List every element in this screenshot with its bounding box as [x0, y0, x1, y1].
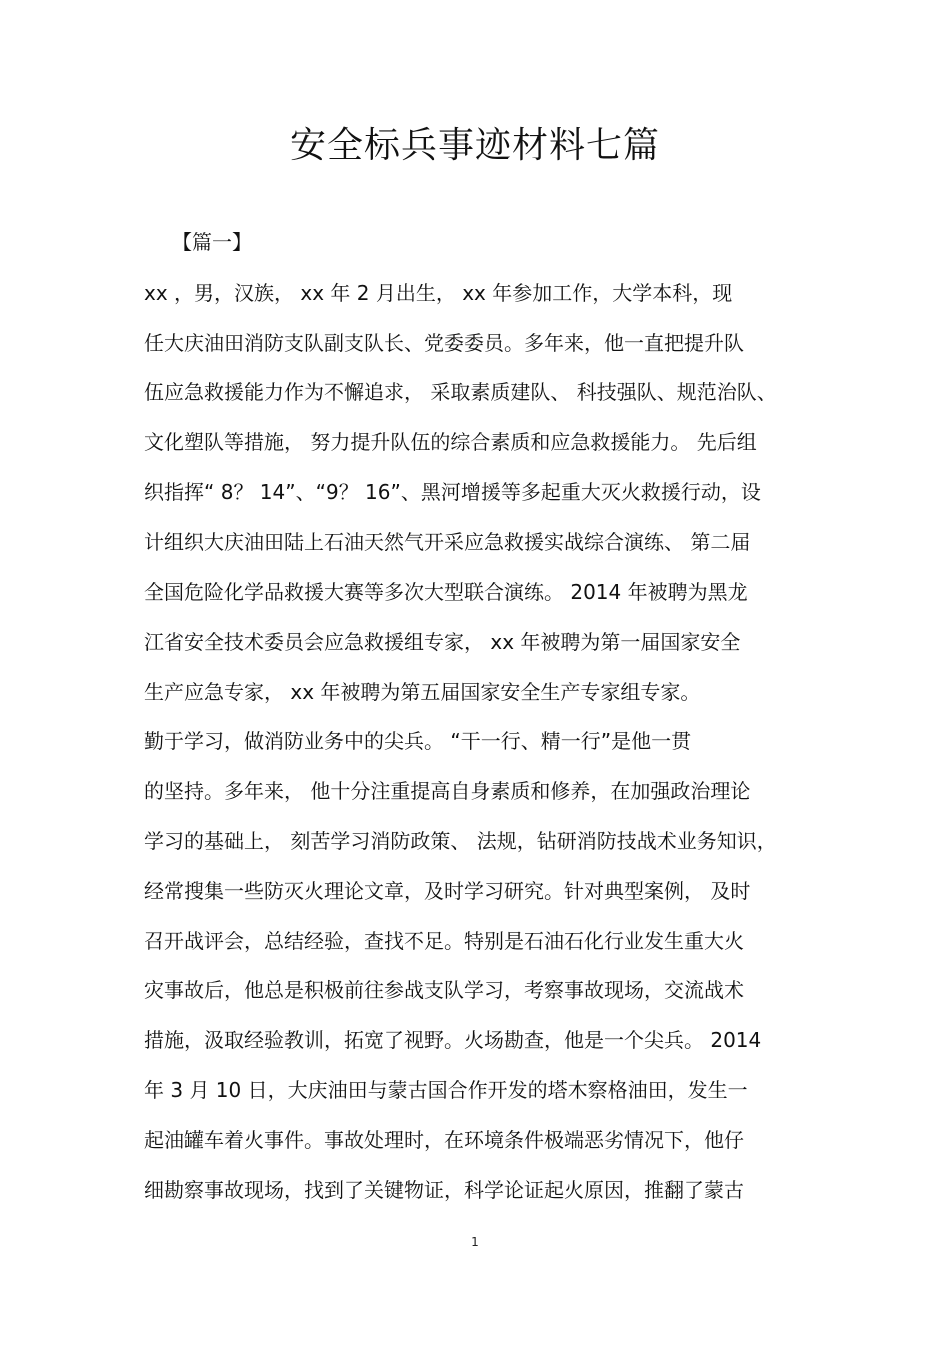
- body-line-10: 勤于学习，做消防业务中的尖兵。 “干一行、精一行”是他一贯: [144, 729, 692, 753]
- page-number: 1: [471, 1235, 479, 1249]
- body-line-14: 召开战评会，总结经验，查找不足。特别是石油石化行业发生重大火: [144, 929, 744, 953]
- body-line-6: 计组织大庆油田陆上石油天然气开采应急救援实战综合演练、 第二届: [144, 530, 751, 554]
- body-line-5: 织指挥“ 8？ 14”、“9？ 16”、黑河增援等多起重大灭火救援行动，设: [144, 480, 761, 504]
- body-line-7: 全国危险化学品救援大赛等多次大型联合演练。 2014 年被聘为黑龙: [144, 580, 748, 604]
- body-line-19: 细勘察事故现场，找到了关键物证，科学论证起火原因，推翻了蒙古: [144, 1178, 744, 1202]
- body-line-18: 起油罐车着火事件。事故处理时，在环境条件极端恶劣情况下，他仔: [144, 1128, 744, 1152]
- document-title: 安全标兵事迹材料七篇: [289, 125, 660, 166]
- body-line-1: xx ，男，汉族， xx 年 2 月出生， xx 年参加工作，大学本科，现: [144, 281, 733, 305]
- body-line-17: 年 3 月 10 日，大庆油田与蒙古国合作开发的塔木察格油田，发生一: [144, 1078, 748, 1102]
- body-line-9: 生产应急专家， xx 年被聘为第五届国家安全生产专家组专家。: [144, 680, 701, 704]
- body-line-11: 的坚持。多年来， 他十分注重提高自身素质和修养，在加强政治理论: [144, 779, 751, 803]
- body-line-13: 经常搜集一些防灭火理论文章，及时学习研究。针对典型案例， 及时: [144, 879, 751, 903]
- body-line-15: 灾事故后，他总是积极前往参战支队学习，考察事故现场，交流战术: [144, 978, 744, 1002]
- body-line-2: 任大庆油田消防支队副支队长、党委委员。多年来，他一直把提升队: [144, 331, 744, 355]
- body-line-4: 文化塑队等措施， 努力提升队伍的综合素质和应急救援能力。 先后组: [144, 430, 757, 454]
- body-line-3: 伍应急救援能力作为不懈追求， 采取素质建队、 科技强队、规范治队、: [144, 380, 777, 404]
- section-heading: 【篇一】: [172, 230, 252, 254]
- body-line-8: 江省安全技术委员会应急救援组专家， xx 年被聘为第一届国家安全: [144, 630, 741, 654]
- body-line-16: 措施，汲取经验教训，拓宽了视野。火场勘查，他是一个尖兵。 2014: [144, 1028, 762, 1052]
- body-line-12: 学习的基础上， 刻苦学习消防政策、 法规，钻研消防技战术业务知识，: [144, 829, 777, 853]
